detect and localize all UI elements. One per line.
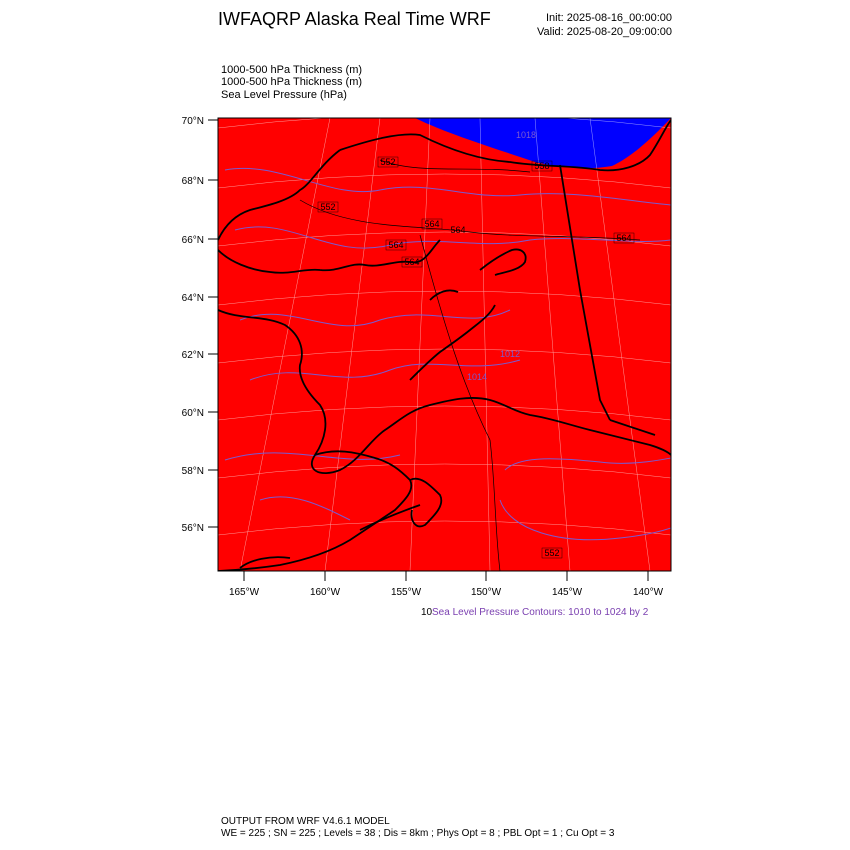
lon-label: 155°W xyxy=(390,587,422,598)
lat-label: 60°N xyxy=(181,408,204,419)
lon-label: 160°W xyxy=(309,587,341,598)
lat-label: 70°N xyxy=(181,116,204,127)
thickness-label xyxy=(542,548,562,558)
lon-label: 165°W xyxy=(228,587,260,598)
svg-text:564: 564 xyxy=(404,257,420,267)
svg-text:564: 564 xyxy=(388,240,404,250)
thickness-label xyxy=(386,240,406,250)
lon-label: 140°W xyxy=(632,587,664,598)
lat-label: 56°N xyxy=(181,523,204,534)
lat-label: 68°N xyxy=(181,176,204,187)
svg-text:558: 558 xyxy=(534,161,550,171)
field-label-slp: Sea Level Pressure (hPa) xyxy=(221,89,347,101)
svg-text:564: 564 xyxy=(424,219,440,229)
svg-text:552: 552 xyxy=(320,202,336,212)
contour-note-number: 10 xyxy=(421,607,433,618)
lat-axis xyxy=(182,116,218,534)
thickness-label xyxy=(422,219,442,229)
plot-title: IWFAQRP Alaska Real Time WRF xyxy=(218,9,491,29)
slp-label: 1012 xyxy=(499,349,521,359)
svg-text:552: 552 xyxy=(380,157,396,167)
thickness-label xyxy=(532,161,552,171)
lon-label: 150°W xyxy=(470,587,502,598)
thickness-label xyxy=(378,157,398,167)
contour-note: Sea Level Pressure Contours: 1010 to 1024 by 2 xyxy=(432,607,649,618)
svg-text:552: 552 xyxy=(544,548,560,558)
footer-config-line: WE = 225 ; SN = 225 ; Levels = 38 ; Dis = 8km ; Phys Opt = 8 ; PBL Opt = 1 ; Cu Opt = 3 xyxy=(221,828,615,839)
lat-label: 58°N xyxy=(181,466,204,477)
lat-label: 64°N xyxy=(181,293,204,304)
field-label-thickness-1: 1000-500 hPa Thickness (m) xyxy=(221,64,363,76)
lon-label: 145°W xyxy=(551,587,583,598)
lon-axis xyxy=(229,571,664,598)
valid-time: Valid: 2025-08-20_09:00:00 xyxy=(537,26,672,38)
thickness-label xyxy=(318,202,338,212)
svg-text:564: 564 xyxy=(450,225,466,235)
thickness-label xyxy=(450,225,465,235)
lat-label: 66°N xyxy=(181,235,204,246)
thickness-label xyxy=(402,257,422,267)
slp-label: 1018 xyxy=(515,130,537,140)
svg-text:564: 564 xyxy=(616,233,632,243)
lat-label: 62°N xyxy=(181,350,204,361)
thickness-fill xyxy=(218,118,671,571)
slp-label: 1014 xyxy=(466,372,488,382)
field-label-thickness-2: 1000-500 hPa Thickness (m) xyxy=(221,76,363,88)
footer-model-line: OUTPUT FROM WRF V4.6.1 MODEL xyxy=(221,816,390,827)
thickness-label xyxy=(614,233,634,243)
init-time: Init: 2025-08-16_00:00:00 xyxy=(546,12,672,24)
